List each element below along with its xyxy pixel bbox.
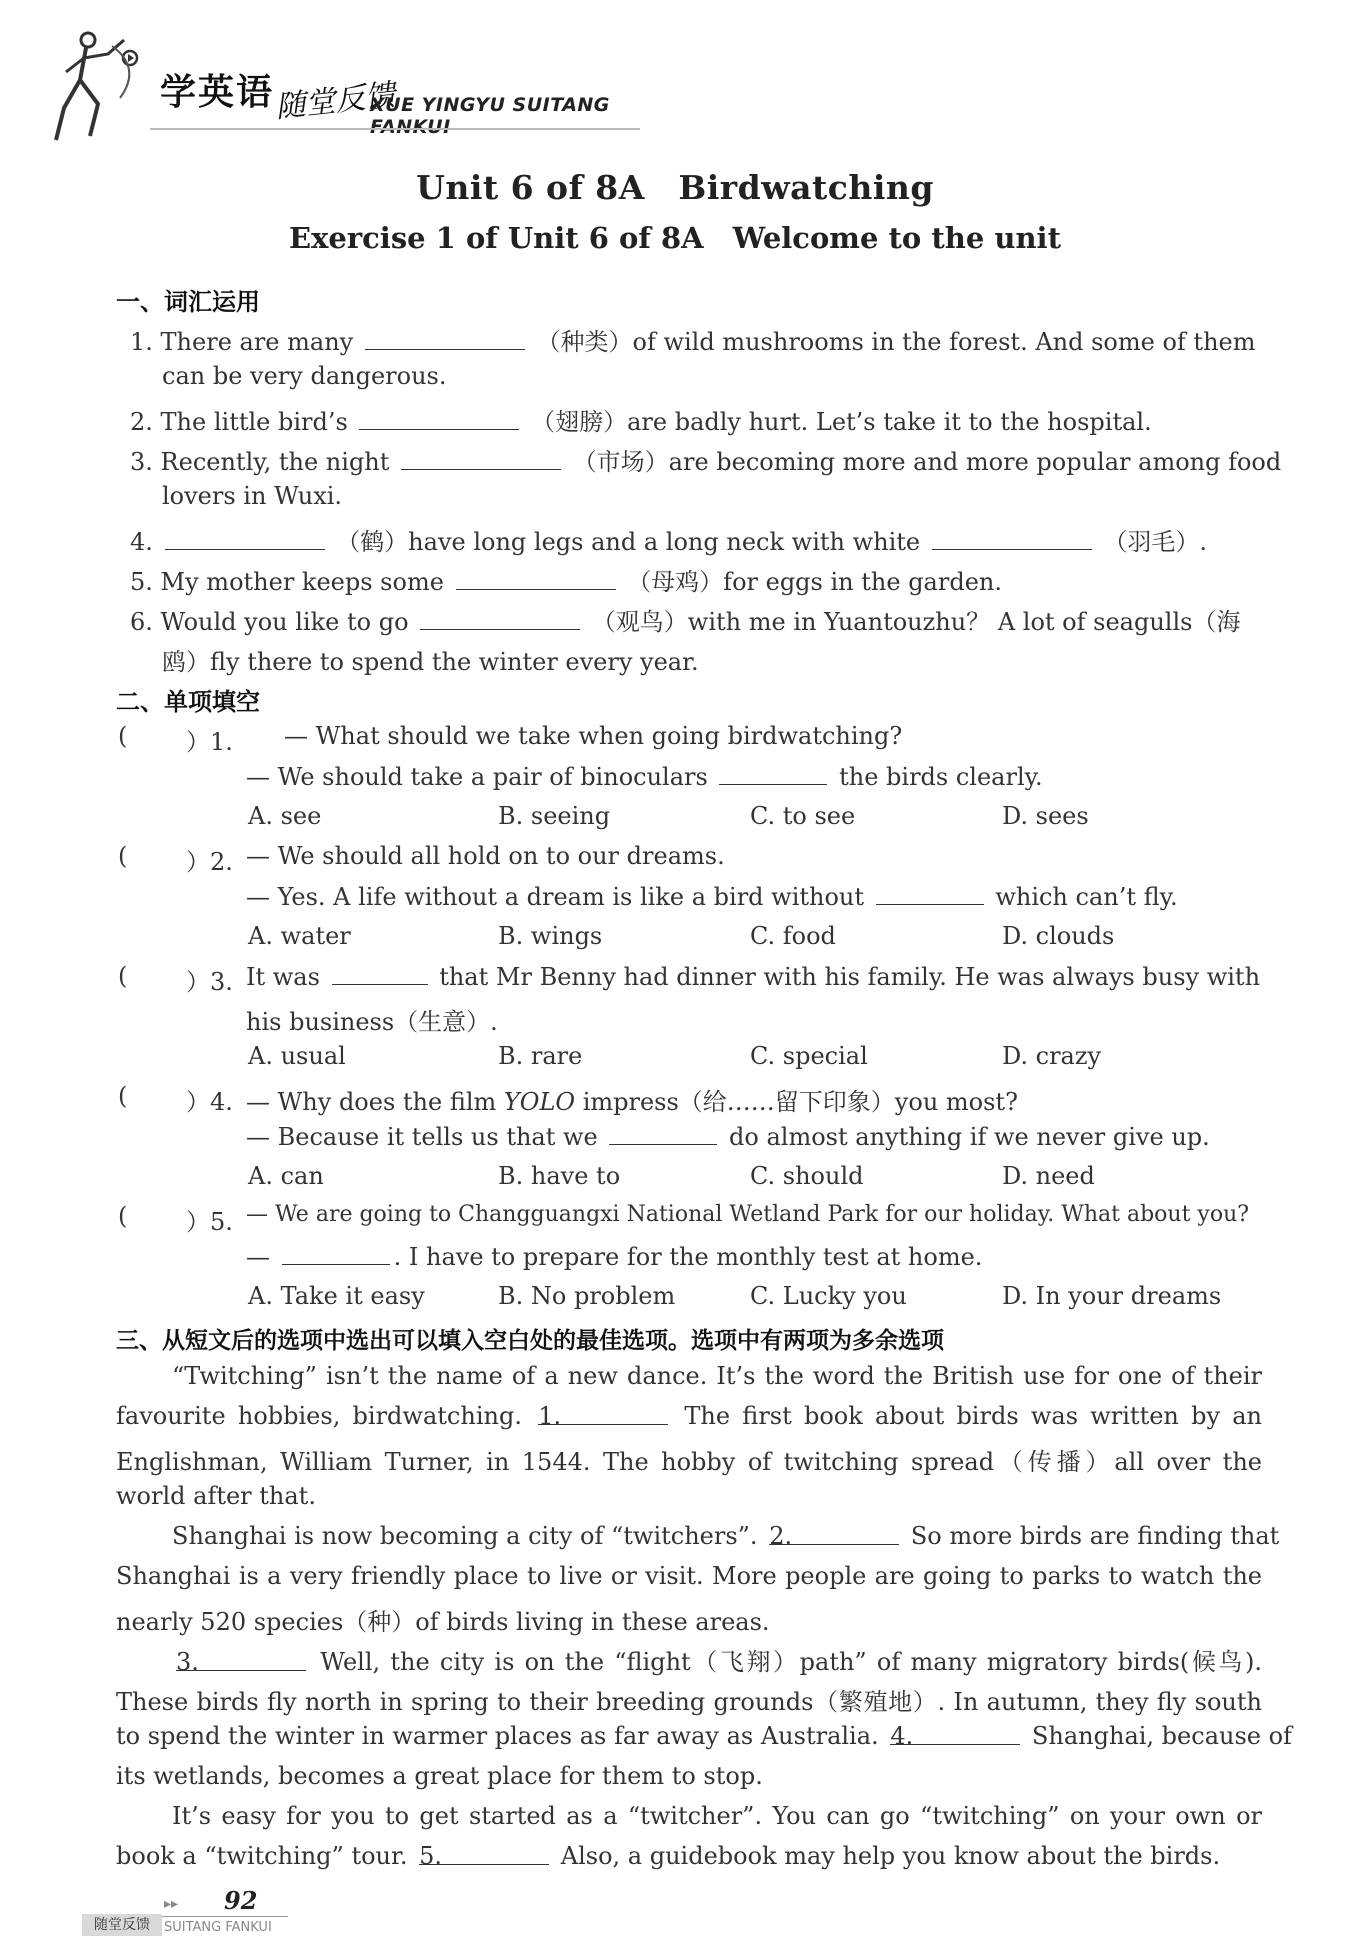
- answer-blank[interactable]: [420, 607, 580, 630]
- passage-text: to spend the winter in warmer places as far away as Australia.: [116, 1722, 879, 1750]
- page-number: 92: [224, 1886, 258, 1915]
- s1-item-text: Would you like to go: [160, 608, 409, 636]
- passage-blank[interactable]: [176, 1648, 306, 1676]
- s1-item-1: [130, 322, 1256, 357]
- blank-number: 3.: [176, 1648, 199, 1676]
- answer-paren[interactable]: (: [118, 1202, 128, 1230]
- q3-line1: [246, 962, 1260, 991]
- q2-line1: — We should all hold on to our dreams.: [246, 842, 725, 870]
- s1-item-text: My mother keeps some: [160, 568, 444, 596]
- answer-paren[interactable]: (: [118, 842, 128, 870]
- header-logo: [40, 18, 680, 138]
- s1-item-text: （翅膀）are badly hurt. Let’s take it to the hospital.: [531, 408, 1152, 436]
- q3-line2: his business（生意）.: [246, 1008, 498, 1036]
- s1-item-text: Recently, the night: [160, 448, 390, 476]
- s1-item-6: [130, 602, 1240, 637]
- q-number: ）5.: [186, 1208, 233, 1236]
- passage-blank[interactable]: [769, 1522, 899, 1550]
- section2-heading: 二、单项填空: [116, 688, 260, 716]
- passage-blank[interactable]: [890, 1722, 1020, 1750]
- passage-blank[interactable]: [538, 1402, 668, 1430]
- s1-item-text: There are many: [160, 328, 354, 356]
- q4-option-d[interactable]: D. need: [1002, 1162, 1095, 1190]
- s1-item-num: 5.: [130, 568, 153, 596]
- answer-blank[interactable]: [609, 1122, 717, 1145]
- s1-item-2: [130, 402, 1152, 437]
- passage-line: “Twitching” isn’t the name of a new dance. It’s the word the British use for one of their: [172, 1362, 1262, 1390]
- q-text: — We should take a pair of binoculars: [246, 763, 708, 791]
- q2-option-d[interactable]: D. clouds: [1002, 922, 1115, 950]
- answer-blank[interactable]: [365, 327, 525, 350]
- logo-pinyin-text: XUE YINGYU SUITANG FANKUI: [370, 94, 610, 138]
- blank-number: 2.: [769, 1522, 793, 1550]
- answer-blank[interactable]: [332, 962, 428, 985]
- answer-blank[interactable]: [282, 1242, 390, 1265]
- q-number: ）3.: [186, 968, 233, 996]
- section3-heading: 三、从短文后的选项中选出可以填入空白处的最佳选项。选项中有两项为多余选项: [116, 1328, 944, 1354]
- q-text: — Why does the film: [246, 1088, 497, 1116]
- answer-paren[interactable]: (: [118, 722, 128, 750]
- q2-option-c[interactable]: C. food: [750, 922, 836, 950]
- page-subtitle: Exercise 1 of Unit 6 of 8A Welcome to the unit: [289, 221, 1061, 255]
- q1-option-b[interactable]: B. seeing: [498, 802, 611, 830]
- passage-line: Englishman, William Turner, in 1544. The hobby of twitching spread（传播）all over the: [116, 1448, 1262, 1476]
- answer-paren[interactable]: (: [118, 962, 128, 990]
- page-title: Unit 6 of 8A Birdwatching: [416, 168, 934, 207]
- s1-item-text: （鹤）have long legs and a long neck with white: [336, 528, 921, 556]
- q3-option-b[interactable]: B. rare: [498, 1042, 583, 1070]
- q-text: that Mr Benny had dinner with his family. He was always busy with: [439, 963, 1261, 991]
- q2-line2: [246, 882, 1178, 911]
- s1-item-3: [130, 442, 1281, 477]
- passage-line: nearly 520 species（种）of birds living in these areas.: [116, 1608, 770, 1636]
- runner-logo-icon: [50, 28, 140, 143]
- answer-blank[interactable]: [719, 762, 827, 785]
- passage-text: Well, the city is on the “flight（飞翔）path” of many migratory birds(候鸟).: [320, 1648, 1262, 1676]
- s1-item-5: [130, 562, 1002, 597]
- header-divider: [150, 128, 640, 130]
- passage-line: [172, 1522, 1280, 1550]
- passage-line: It’s easy for you to get started as a “twitcher”. You can go “twitching” on your own or: [172, 1802, 1262, 1830]
- q-text: —: [246, 1243, 270, 1271]
- s1-item-text: The little bird’s: [160, 408, 348, 436]
- footer-label: 随堂反馈: [82, 1914, 162, 1936]
- s1-item-text: （观鸟）with me in Yuantouzhu？ A lot of seagulls（海: [591, 608, 1241, 636]
- s1-item-1-cont: can be very dangerous.: [162, 362, 447, 390]
- blank-number: 1.: [538, 1402, 562, 1430]
- answer-blank[interactable]: [165, 527, 325, 550]
- q4-option-b[interactable]: B. have to: [498, 1162, 621, 1190]
- q5-line2: [246, 1242, 982, 1271]
- answer-blank[interactable]: [401, 447, 561, 470]
- q4-line2: [246, 1122, 1210, 1151]
- answer-blank[interactable]: [876, 882, 984, 905]
- q5-option-d[interactable]: D. In your dreams: [1002, 1282, 1222, 1310]
- passage-text: The first book about birds was written by an: [684, 1402, 1263, 1430]
- q-number: ）2.: [186, 848, 233, 876]
- q-text: — Yes. A life without a dream is like a bird without: [246, 883, 865, 911]
- s1-item-6-cont: 鸥）fly there to spend the winter every year.: [162, 648, 699, 676]
- q4-line1: [246, 1082, 1018, 1117]
- q2-option-b[interactable]: B. wings: [498, 922, 603, 950]
- logo-script-text: 随堂反馈: [273, 77, 397, 126]
- passage-text: book a “twitching” tour.: [116, 1842, 408, 1870]
- q3-option-c[interactable]: C. special: [750, 1042, 868, 1070]
- passage-text: Shanghai, because of: [1031, 1722, 1292, 1750]
- s1-item-text: （种类）of wild mushrooms in the forest. And some of them: [536, 328, 1256, 356]
- answer-paren[interactable]: (: [118, 1082, 128, 1110]
- q5-option-c[interactable]: C. Lucky you: [750, 1282, 907, 1310]
- logo-main-text: 学英语: [160, 72, 275, 113]
- s1-item-num: 4.: [130, 528, 153, 556]
- footer-pinyin: SUITANG FANKUI: [164, 1920, 272, 1935]
- film-title: YOLO: [503, 1088, 576, 1116]
- s1-item-4: [130, 522, 1207, 557]
- q-text: It was: [246, 963, 320, 991]
- q3-option-a[interactable]: A. usual: [248, 1042, 346, 1070]
- s1-item-text: （羽毛）.: [1103, 528, 1208, 556]
- q2-option-a[interactable]: A. water: [248, 922, 351, 950]
- passage-line: These birds fly north in spring to their breeding grounds（繁殖地）. In autumn, they fly south: [116, 1688, 1262, 1716]
- passage-line: [116, 1402, 1262, 1430]
- passage-line: Shanghai is a very friendly place to live or visit. More people are going to parks to watch the: [116, 1562, 1262, 1590]
- passage-text: So more birds are finding that: [910, 1522, 1280, 1550]
- passage-text: Shanghai is now becoming a city of “twitchers”.: [172, 1522, 758, 1550]
- q1-option-a[interactable]: A. see: [248, 802, 322, 830]
- q-text: — Because it tells us that we: [246, 1123, 598, 1151]
- s1-item-text: （母鸡）for eggs in the garden.: [627, 568, 1002, 596]
- passage-text: favourite hobbies, birdwatching.: [116, 1402, 522, 1430]
- q1-line1: — What should we take when going birdwatching?: [284, 722, 903, 750]
- q5-option-a[interactable]: A. Take it easy: [248, 1282, 425, 1310]
- blank-number: 4.: [890, 1722, 914, 1750]
- q-text: do almost anything if we never give up.: [729, 1123, 1210, 1151]
- footer-divider: [162, 1916, 288, 1917]
- blank-number: 5.: [419, 1842, 443, 1870]
- q3-option-d[interactable]: D. crazy: [1002, 1042, 1102, 1070]
- q1-option-d[interactable]: D. sees: [1002, 802, 1089, 830]
- q5-line1: — We are going to Changguangxi National Wetland Park for our holiday. What about you?: [246, 1202, 1250, 1227]
- answer-blank[interactable]: [932, 527, 1092, 550]
- passage-line: [116, 1842, 1220, 1870]
- q-text: the birds clearly.: [839, 763, 1043, 791]
- passage-text: Also, a guidebook may help you know about the birds.: [560, 1842, 1221, 1870]
- s1-item-num: 3.: [130, 448, 153, 476]
- section1-heading: 一、词汇运用: [116, 288, 260, 316]
- s1-item-num: 2.: [130, 408, 153, 436]
- answer-blank[interactable]: [359, 407, 519, 430]
- passage-line: its wetlands, becomes a great place for them to stop.: [116, 1762, 763, 1790]
- q4-option-a[interactable]: A. can: [248, 1162, 324, 1190]
- q-text: impress（给……留下印象）you most?: [582, 1088, 1018, 1116]
- passage-line: [116, 1722, 1292, 1750]
- q-text: . I have to prepare for the monthly test at home.: [393, 1243, 983, 1271]
- s1-item-num: 1.: [130, 328, 153, 356]
- q-number: ）4.: [186, 1088, 233, 1116]
- page-arrows-icon: ▸▸: [164, 1896, 179, 1912]
- s1-item-text: （市场）are becoming more and more popular among food: [572, 448, 1282, 476]
- s1-item-3-cont: lovers in Wuxi.: [162, 482, 343, 510]
- passage-line: world after that.: [116, 1482, 316, 1510]
- s1-item-num: 6.: [130, 608, 153, 636]
- answer-blank[interactable]: [456, 567, 616, 590]
- q-text: which can’t fly.: [995, 883, 1178, 911]
- q5-option-b[interactable]: B. No problem: [498, 1282, 676, 1310]
- q1-option-c[interactable]: C. to see: [750, 802, 856, 830]
- passage-blank[interactable]: [419, 1842, 549, 1870]
- q1-line2: [246, 762, 1043, 791]
- passage-line: [172, 1642, 1262, 1677]
- q-number: ）1.: [186, 728, 233, 756]
- q4-option-c[interactable]: C. should: [750, 1162, 864, 1190]
